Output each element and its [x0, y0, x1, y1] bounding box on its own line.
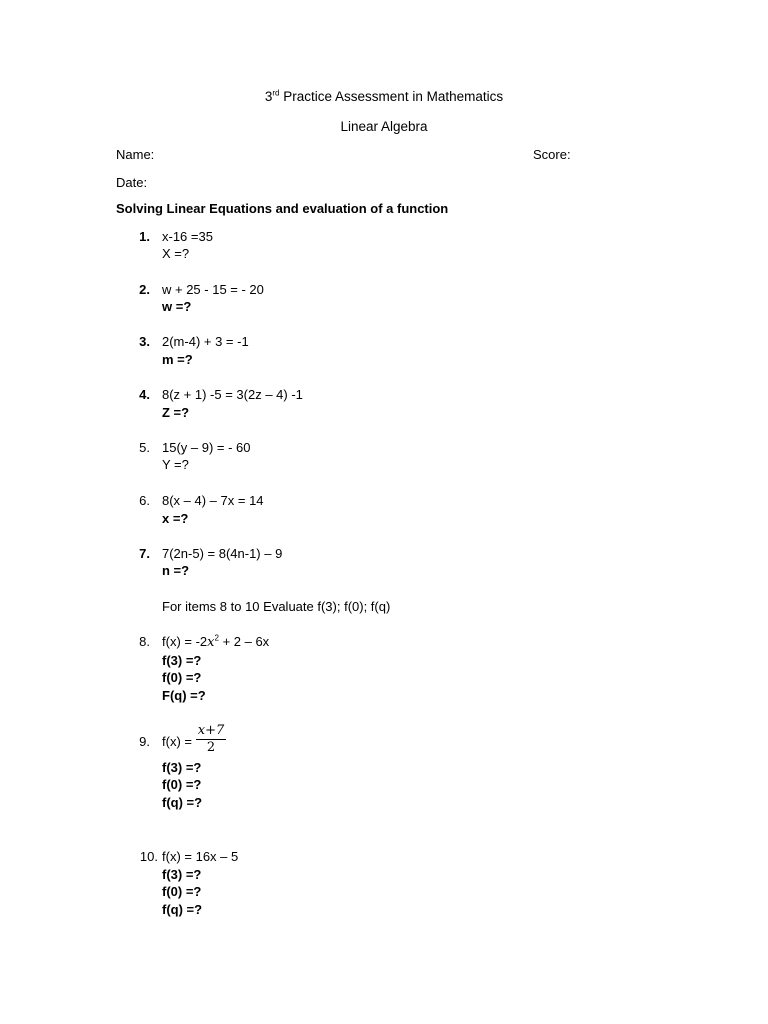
item-answer: w =? — [162, 299, 192, 314]
item-answer: f(q) =? — [162, 795, 203, 810]
item-answer: Y =? — [162, 457, 189, 472]
item-equation: 2(m-4) + 3 = -1 — [162, 334, 249, 349]
name-label: Name: — [116, 147, 155, 162]
item-number: 8. — [139, 634, 150, 649]
item-equation: 7(2n-5) = 8(4n-1) – 9 — [162, 546, 283, 561]
item-number: 2. — [139, 282, 150, 297]
item-number: 10. — [139, 849, 158, 864]
document-subtitle: Linear Algebra — [340, 119, 428, 134]
item-number: 5. — [139, 440, 150, 455]
item-answer: x =? — [162, 511, 189, 526]
item-answer: n =? — [162, 563, 190, 578]
item-equation: $f(x) = -2x^2 + 2 - 6x$ — [162, 633, 270, 650]
item-answer: f(3) =? — [162, 653, 202, 668]
item-answer: F(q) =? — [162, 688, 206, 703]
date-label: Date: — [116, 175, 148, 190]
item-answer: f(0) =? — [162, 884, 202, 899]
item-answer: f(3) =? — [162, 867, 202, 882]
item-answer: f(3) =? — [162, 760, 202, 775]
document-title: 3rd Practice Assessment in Mathematics — [264, 88, 504, 104]
item-equation: 15(y – 9) = - 60 — [162, 440, 251, 455]
item-answer: f(0) =? — [162, 670, 202, 685]
item-equation: x-16 =35 — [162, 229, 213, 244]
item-equation: 8(z + 1) -5 = 3(2z – 4) -1 — [162, 387, 303, 402]
fraction — [196, 723, 226, 756]
fraction-denominator: 2 — [206, 740, 216, 755]
fraction-numerator: x+7 — [197, 723, 225, 738]
item-answer: m =? — [162, 352, 193, 367]
item-equation: 8(x – 4) – 7x = 14 — [162, 493, 264, 508]
item-equation: w + 25 - 15 = - 20 — [162, 282, 264, 297]
item-answer: f(0) =? — [162, 777, 202, 792]
item-number: 6. — [139, 493, 150, 508]
score-label: Score: — [533, 147, 571, 162]
item-answer: X =? — [162, 246, 190, 261]
item-answer: f(q) =? — [162, 902, 203, 917]
item-equation: f(x) = 16x – 5 — [162, 849, 239, 864]
section-heading: Solving Linear Equations and evaluation of a function — [116, 201, 449, 216]
instruction-text: For items 8 to 10 Evaluate f(3); f(0); f(q) — [162, 599, 391, 614]
item-number: 1. — [139, 229, 150, 244]
item-number: 4. — [139, 387, 150, 402]
item-number: 7. — [139, 546, 150, 561]
item-answer: Z =? — [162, 405, 190, 420]
item-equation-prefix: f(x) = — [162, 734, 192, 749]
item-number: 9. — [139, 734, 150, 749]
item-number: 3. — [139, 334, 150, 349]
